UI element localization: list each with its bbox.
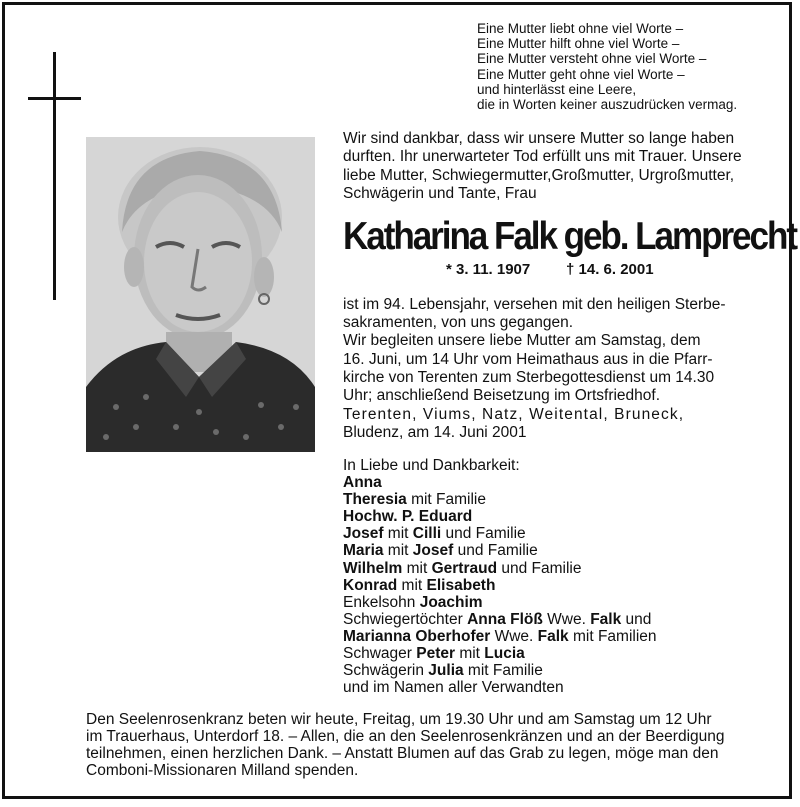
survivors-heading: In Liebe und Dankbarkeit:: [343, 457, 520, 474]
survivor-text: Wwe.: [490, 627, 538, 645]
closing-line: Comboni-Missionaren Milland spenden.: [86, 762, 359, 780]
survivor-name: Falk: [537, 627, 569, 645]
poem-line: Eine Mutter geht ohne viel Worte –: [477, 66, 685, 82]
survivor-name: Cilli: [412, 525, 442, 543]
announcement-line: Wir begleiten unsere liebe Mutter am Samstag, dem: [343, 332, 701, 350]
survivor-row: [343, 491, 763, 508]
survivor-text: mit Familie: [406, 491, 486, 509]
survivor-row: [343, 474, 763, 491]
survivor-name: Elisabeth: [426, 576, 496, 594]
survivor-text: und Familie: [497, 559, 582, 577]
survivor-text: und: [621, 610, 652, 628]
survivor-name: Marianna Oberhofer: [343, 627, 491, 645]
cross-horizontal-bar: [28, 97, 81, 100]
survivor-text: mit Familien: [568, 627, 657, 645]
survivor-row: [343, 577, 763, 594]
poem-line: Eine Mutter versteht ohne viel Worte –: [477, 51, 707, 67]
survivor-text: Schwiegertöchter: [343, 610, 468, 628]
survivor-text: Schwager: [343, 645, 417, 663]
announcement-line: sakramenten, von uns gegangen.: [343, 314, 574, 332]
survivor-rows: [343, 474, 763, 696]
survivor-name: Gertraud: [431, 559, 498, 577]
survivors-list: [343, 457, 763, 696]
survivor-row: [343, 560, 763, 577]
closing-line: teilnehmen, einen herzlichen Dank. – Anstatt Blumen auf das Grab zu legen, möge man den: [86, 745, 719, 763]
survivor-text: Schwägerin: [343, 662, 429, 680]
poem-line: und hinterlässt eine Leere,: [477, 81, 637, 97]
announcement-line: ist im 94. Lebensjahr, versehen mit den heiligen Sterbe-: [343, 296, 726, 313]
intro-line: Schwägerin und Tante, Frau: [343, 184, 537, 202]
survivor-row: [343, 525, 763, 542]
survivor-text: und Familie: [441, 525, 526, 543]
survivor-text: und im Namen aller Verwandten: [343, 679, 564, 697]
survivor-row: [343, 508, 763, 525]
closing-line: Den Seelenrosenkranz beten wir heute, Freitag, um 19.30 Uhr und am Samstag um 12 Uhr: [86, 711, 712, 728]
announcement-paragraph: [343, 296, 773, 405]
survivor-text: und Familie: [453, 542, 538, 560]
survivor-name: Wilhelm: [343, 559, 403, 577]
survivor-row: [343, 542, 763, 559]
survivor-row: [343, 679, 763, 696]
death-date: † 14. 6. 2001: [566, 261, 654, 278]
survivor-name: Joachim: [419, 593, 483, 611]
survivor-text: mit: [397, 576, 427, 594]
survivor-text: Enkelsohn: [343, 593, 420, 611]
survivor-row: [343, 628, 763, 645]
survivor-row: [343, 611, 763, 628]
birth-date: * 3. 11. 1907: [446, 261, 531, 278]
announcement-line: kirche von Terenten zum Sterbegottesdienst um 14.30: [343, 368, 715, 386]
survivor-text: mit: [455, 645, 485, 663]
survivor-name: Anna: [343, 474, 382, 492]
poem-line: Eine Mutter liebt ohne viel Worte –: [477, 21, 684, 36]
survivor-name: Maria: [343, 542, 384, 560]
intro-line: Wir sind dankbar, dass wir unsere Mutter so lange haben: [343, 130, 735, 147]
poem: [477, 21, 777, 112]
survivor-row: [343, 662, 763, 679]
intro-paragraph: [343, 130, 773, 203]
survivor-name: Josef: [412, 542, 454, 560]
places-line: Bludenz, am 14. Juni 2001: [343, 424, 527, 442]
survivor-text: mit: [383, 525, 413, 543]
survivor-text: mit: [383, 542, 413, 560]
survivor-name: Falk: [590, 610, 622, 628]
announcement-line: 16. Juni, um 14 Uhr vom Heimathaus aus in die Pfarr-: [343, 350, 713, 368]
places-date: [343, 406, 768, 442]
portrait-photo: [86, 137, 315, 452]
survivor-text: mit: [402, 559, 432, 577]
intro-line: liebe Mutter, Schwiegermutter,Großmutter, Urgroßmutter,: [343, 166, 735, 184]
closing-line: im Trauerhaus, Unterdorf 18. – Allen, die an den Seelenrosenkränzen und an der Beerdigung: [86, 728, 725, 746]
survivor-name: Peter: [416, 645, 456, 663]
portrait-illustration: [86, 137, 315, 452]
survivor-text: mit Familie: [463, 662, 543, 680]
survivor-name: Konrad: [343, 576, 398, 594]
survivor-name: Julia: [428, 662, 464, 680]
deceased-name: Katharina Falk geb. Lamprecht: [343, 215, 796, 258]
survivor-row: [343, 645, 763, 662]
survivor-name: Anna Flöß: [467, 610, 543, 628]
poem-line: die in Worten keiner auszudrücken vermag.: [477, 97, 738, 113]
intro-line: durften. Ihr unerwarteter Tod erfüllt uns mit Trauer. Unsere: [343, 148, 742, 166]
cross-vertical-bar: [53, 52, 56, 300]
closing-paragraph: [86, 711, 772, 779]
survivor-name: Lucia: [484, 645, 525, 663]
survivor-text: Wwe.: [542, 610, 591, 628]
survivor-name: Hochw. P. Eduard: [343, 508, 473, 526]
survivor-row: [343, 594, 763, 611]
survivor-name: Theresia: [343, 491, 407, 509]
survivor-name: Josef: [343, 525, 384, 543]
places-line: Terenten, Viums, Natz, Weitental, Bruneck,: [343, 406, 685, 423]
announcement-line: Uhr; anschließend Beisetzung im Ortsfriedhof.: [343, 387, 661, 405]
poem-line: Eine Mutter hilft ohne viel Worte –: [477, 36, 680, 52]
